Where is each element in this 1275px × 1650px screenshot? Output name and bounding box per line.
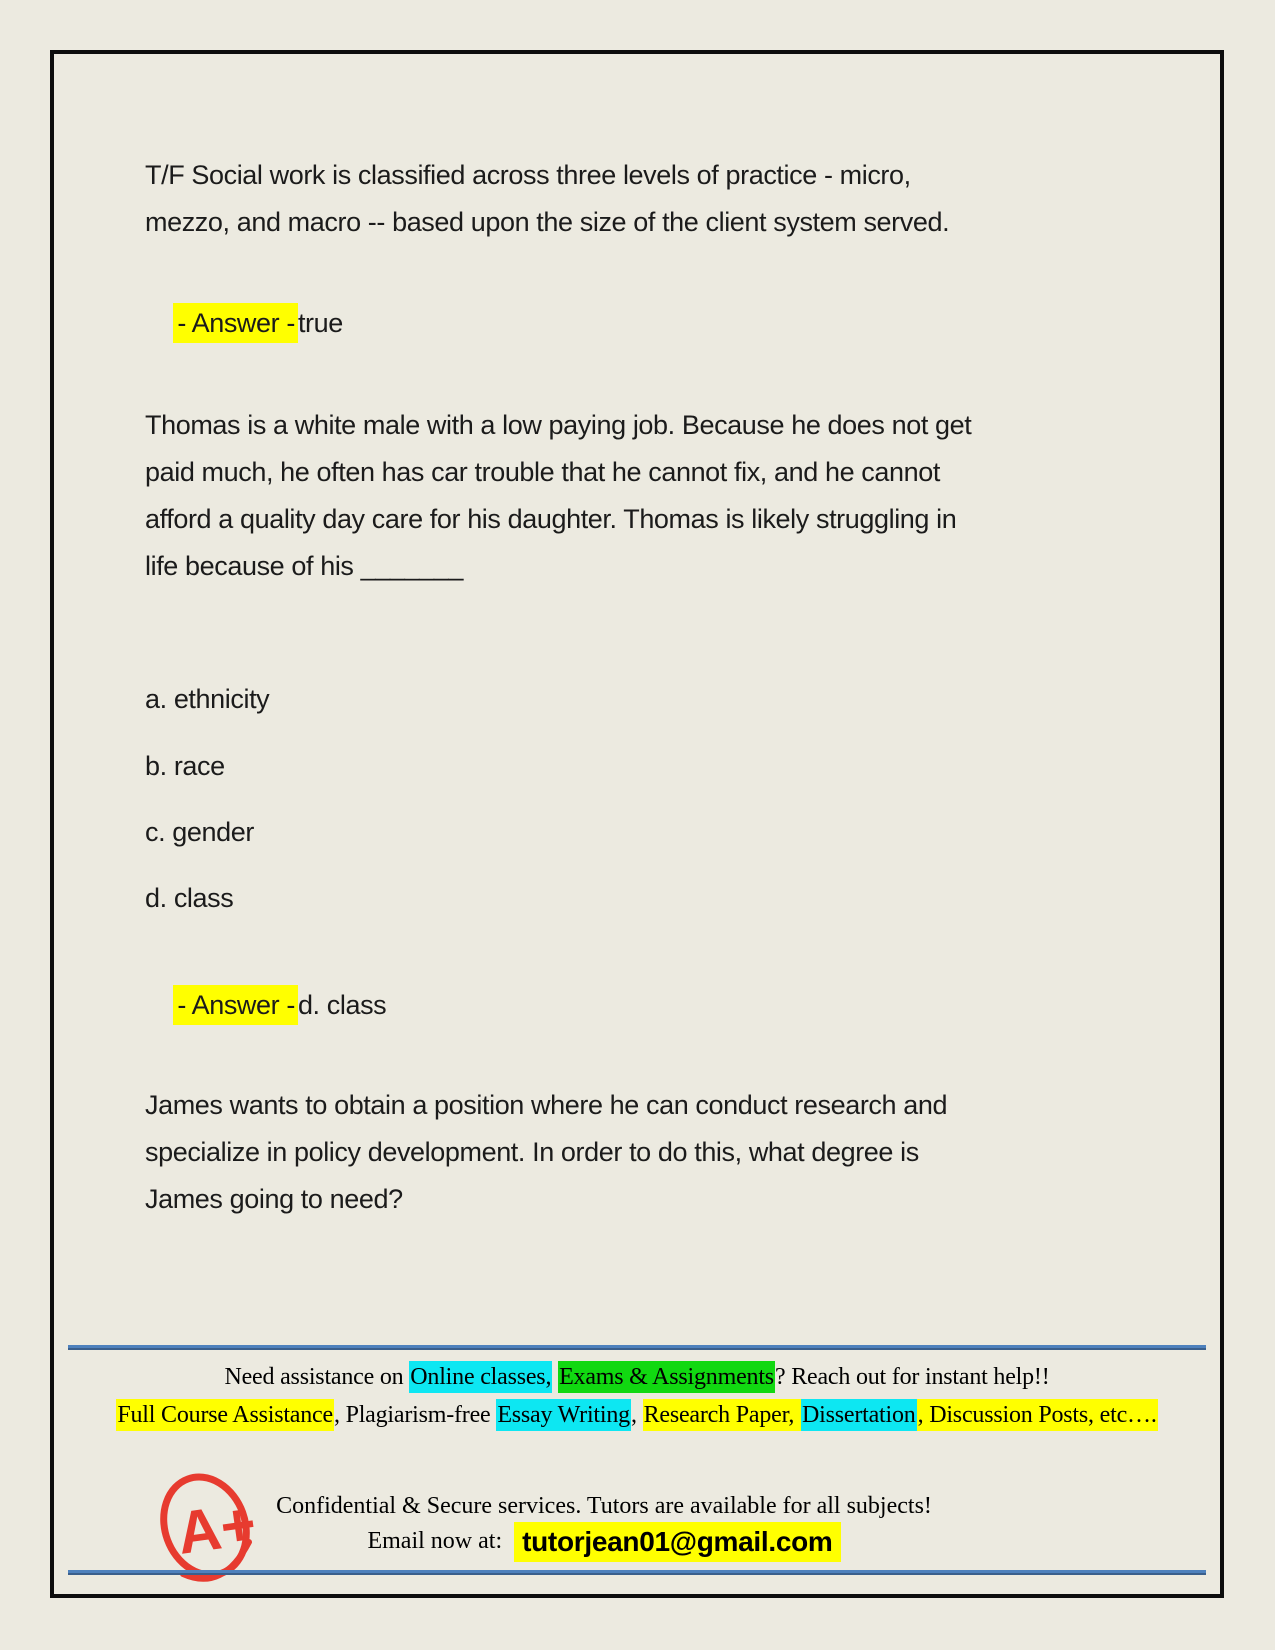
email-address: tutorjean01@gmail.com	[514, 1522, 840, 1562]
question-3-line-2: specialize in policy development. In order to do this, what degree is	[145, 1137, 919, 1167]
online-classes-highlight: Online classes,	[409, 1361, 552, 1393]
dissertation-highlight: Dissertation	[801, 1399, 917, 1431]
services-line	[54, 1398, 1220, 1432]
option-c: c. gender	[145, 817, 254, 847]
exams-assignments-highlight: Exams & Assignments	[558, 1361, 775, 1393]
services-plain-2: ,	[630, 1402, 643, 1428]
answer-2-value: d. class	[297, 990, 387, 1020]
question-3-line-3: James going to need?	[145, 1184, 403, 1214]
answer-2-highlight: - Answer -	[173, 985, 298, 1025]
services-plain-1: , Plagiarism-free	[333, 1402, 497, 1428]
answer-1-highlight: - Answer -	[173, 303, 298, 343]
question-3-line-1: James wants to obtain a position where he can conduct research and	[145, 1090, 948, 1120]
question-2-line-4: life because of his _______	[145, 551, 463, 581]
discussion-posts-highlight: , Discussion Posts, etc….	[917, 1399, 1158, 1431]
question-1-line-1: T/F Social work is classified across three levels of practice - micro,	[145, 160, 911, 190]
question-2-line-3: afford a quality day care for his daughter. Thomas is likely struggling in	[145, 504, 957, 534]
full-course-highlight: Full Course Assistance	[116, 1399, 334, 1431]
question-3	[145, 1082, 947, 1223]
top-divider	[68, 1345, 1206, 1350]
option-b: b. race	[145, 751, 225, 781]
assistance-post: ? Reach out for instant help!!	[774, 1364, 1050, 1390]
option-d: d. class	[145, 883, 234, 913]
assistance-pre: Need assistance on	[224, 1364, 410, 1390]
email-line	[54, 1518, 1154, 1564]
email-label: Email now at:	[367, 1528, 509, 1554]
question-1-line-2: mezzo, and macro -- based upon the size of the client system served.	[145, 207, 950, 237]
answer-1-value: true	[297, 308, 343, 338]
essay-writing-highlight: Essay Writing	[496, 1399, 631, 1431]
question-2	[145, 402, 971, 590]
confidential-line: Confidential & Secure services. Tutors are available for all subjects!	[276, 1493, 932, 1519]
logo-text: A+	[173, 1489, 261, 1567]
research-paper-highlight: Research Paper,	[643, 1399, 801, 1431]
option-a: a. ethnicity	[145, 684, 270, 714]
bottom-divider	[68, 1570, 1206, 1575]
assistance-line	[54, 1360, 1220, 1394]
answer-2	[145, 945, 386, 1065]
question-2-line-2: paid much, he often has car trouble that he cannot fix, and he cannot	[145, 457, 940, 487]
question-2-line-1: Thomas is a white male with a low paying job. Because he does not get	[145, 410, 972, 440]
question-1	[145, 152, 949, 246]
answer-1	[145, 263, 343, 383]
